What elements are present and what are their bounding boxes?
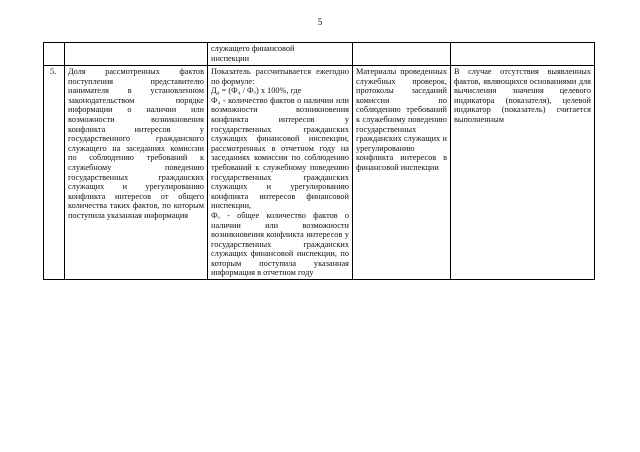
table-row-continuation (44, 43, 595, 66)
cell-indicator (65, 43, 208, 66)
fulfillment-condition: В случае отсутствия выявленных фактов, являющихся основаниями для вычисления значения целевого индикатора (показателя), целевой индикатор (показатель) считается выполненным (451, 66, 595, 280)
cell-formula: служащего финансовой инспекции (208, 43, 353, 66)
row-number: 5. (44, 66, 65, 280)
indicator-description: Доля рассмотренных фактов поступления представителю нанимателя в установленном законодательством порядке информации о наличии или возможности возникновения конфликта интересов у государственного гражданского служащего на заседаниях комиссии по соблюдению требований к служебному поведению государственных гражданских служащих и урегулированию конфликта интересов от общего количества таких фактов, по которым поступила указанная информация (65, 66, 208, 280)
data-source: Материалы проведенных служебных проверок, протоколы заседаний комиссии по соблюдению требований к служебному поведению государственных гражданских служащих и урегулированию конфликта интересов в финансовой инспекции (353, 66, 451, 280)
cell-condition (451, 43, 595, 66)
cell-number (44, 43, 65, 66)
formula-description: Показатель рассчитывается ежегодно по формуле: Д₄ = (Ф₄ / Фₒ) x 100%, где Ф₄ - количество фактов о наличии или возможности возникновения конфликта интересов у государственных гражданских служащих финансовой инспекции, рассмотренных в отчетном году на заседаниях комиссии по соблюдению требований к служебному поведению государственных гражданских служащих и урегулированию конфликта интересов финансовой инспекции, Фₒ - общее количество фактов о наличии или возможности возникновения конфликта интересов у государственных гражданских служащих финансовой инспекции, по которым поступила указанная информация в отчетном году (208, 66, 353, 280)
indicator-table (43, 42, 595, 280)
table-row (44, 66, 595, 280)
page-number: 5 (317, 17, 323, 27)
cell-source (353, 43, 451, 66)
